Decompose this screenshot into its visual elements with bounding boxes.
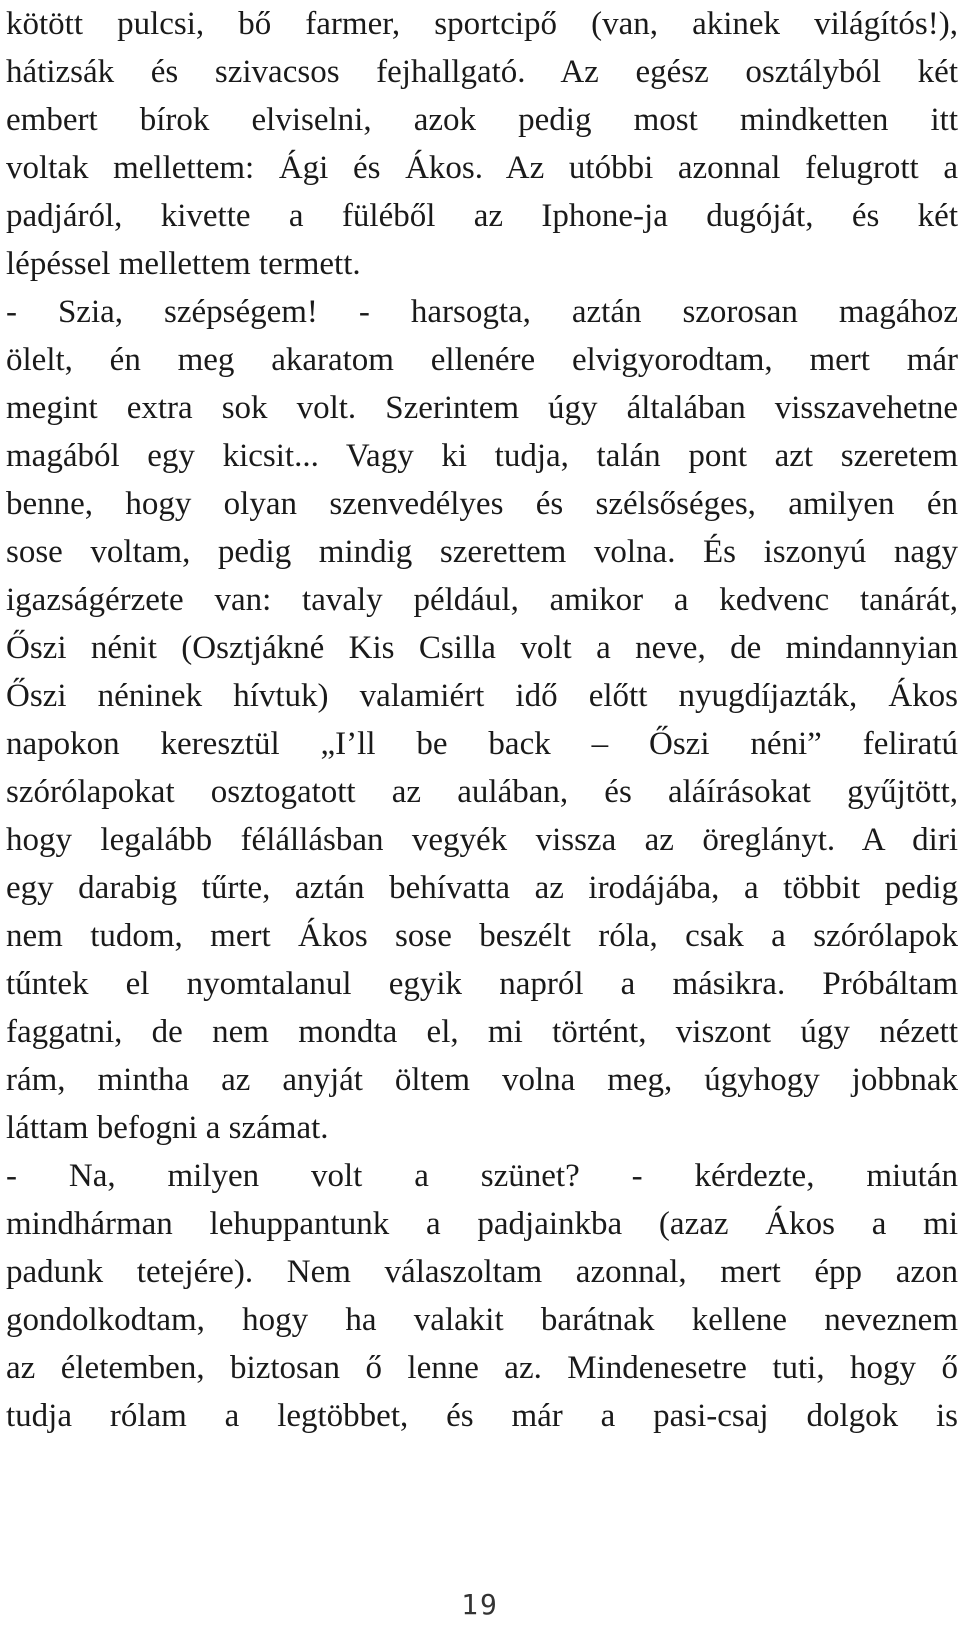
text-line: szórólapokat osztogatott az aulában, és aláírásokat gyűjtött, <box>6 774 958 810</box>
text-line: megint extra sok volt. Szerintem úgy általában visszavehetne <box>6 390 958 426</box>
page-number: 19 <box>461 1588 499 1621</box>
text-line: rám, mintha az anyját öltem volna meg, úgyhogy jobbnak <box>6 1062 958 1098</box>
text-line: ölelt, én meg akaratom ellenére elvigyorodtam, mert már <box>6 342 958 378</box>
text-line: hogy legalább félállásban vegyék vissza az öreglányt. A diri <box>6 822 958 858</box>
text-line: Őszi néninek hívtuk) valamiért idő előtt nyugdíjazták, Ákos <box>6 678 958 714</box>
text-line: benne, hogy olyan szenvedélyes és szélsőséges, amilyen én <box>6 486 958 522</box>
text-line: faggatni, de nem mondta el, mi történt, viszont úgy nézett <box>6 1014 958 1050</box>
text-line: tűntek el nyomtalanul egyik napról a másikra. Próbáltam <box>6 966 958 1002</box>
text-line: padjáról, kivette a füléből az Iphone-ja dugóját, és két <box>6 198 958 234</box>
text-line: egy darabig tűrte, aztán behívatta az irodájába, a többit pedig <box>6 870 958 906</box>
text-line: napokon keresztül „I’ll be back – Őszi néni” feliratú <box>6 726 958 762</box>
text-line: embert bírok elviselni, azok pedig most mindketten itt <box>6 102 958 138</box>
text-line: - Szia, szépségem! - harsogta, aztán szorosan magához <box>6 294 958 330</box>
text-line: sose voltam, pedig mindig szerettem volna. És iszonyú nagy <box>6 534 958 570</box>
text-line: lépéssel mellettem termett. <box>6 246 361 282</box>
text-line: voltak mellettem: Ági és Ákos. Az utóbbi azonnal felugrott a <box>6 150 958 186</box>
text-line: hátizsák és szivacsos fejhallgató. Az egész osztályból két <box>6 54 958 90</box>
text-line: igazságérzete van: tavaly például, amikor a kedvenc tanárát, <box>6 582 958 618</box>
page-body-text <box>6 0 958 1440</box>
text-line: magából egy kicsit... Vagy ki tudja, talán pont azt szeretem <box>6 438 958 474</box>
text-line: az életemben, biztosan ő lenne az. Mindenesetre tuti, hogy ő <box>6 1350 958 1386</box>
text-line: nem tudom, mert Ákos sose beszélt róla, csak a szórólapok <box>6 918 958 954</box>
text-line: gondolkodtam, hogy ha valakit barátnak kellene neveznem <box>6 1302 958 1338</box>
text-line: láttam befogni a számat. <box>6 1110 329 1146</box>
text-line: padunk tetejére). Nem válaszoltam azonnal, mert épp azon <box>6 1254 958 1290</box>
text-line: Őszi nénit (Osztjákné Kis Csilla volt a neve, de mindannyian <box>6 630 958 666</box>
text-line: - Na, milyen volt a szünet? - kérdezte, miután <box>6 1158 958 1194</box>
text-line: kötött pulcsi, bő farmer, sportcipő (van, akinek világítós!), <box>6 6 958 42</box>
text-line: tudja rólam a legtöbbet, és már a pasi-csaj dolgok is <box>6 1398 958 1434</box>
text-line: mindhárman lehuppantunk a padjainkba (azaz Ákos a mi <box>6 1206 958 1242</box>
